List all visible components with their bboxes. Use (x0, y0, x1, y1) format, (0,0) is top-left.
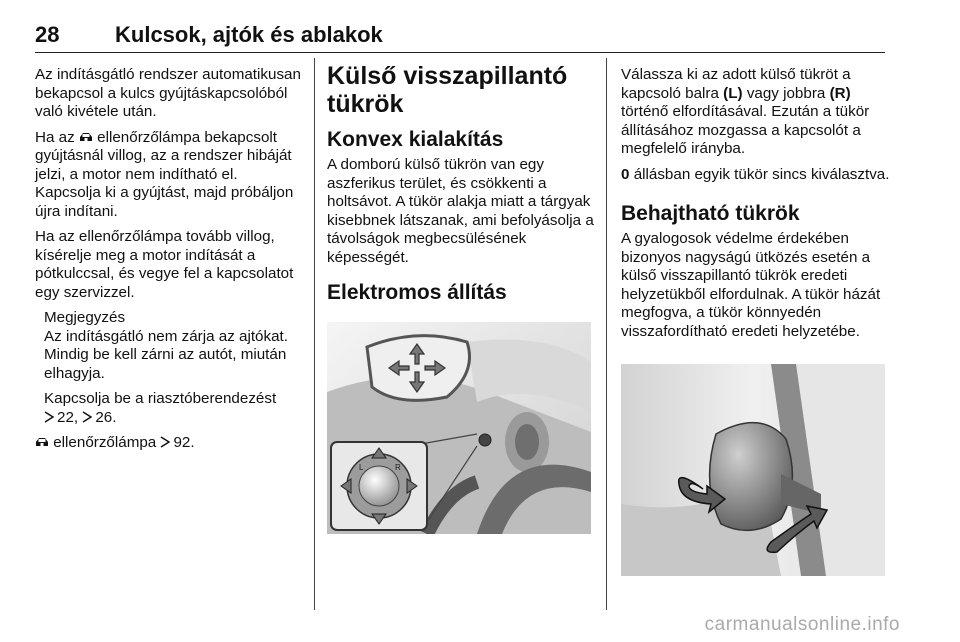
note-reference: Kapcsolja be a riasztóberendezést 22, 26. (44, 390, 277, 426)
immobiliser-paragraph: Az indításgátló rendszer automatikusan bekapcsol a kulcs gyújtáskapcsolóból való kivétele után. (35, 66, 301, 120)
subheading-electric: Elektromos állítás (327, 281, 507, 304)
select-mirror-paragraph: Válassza ki az adott külső tükröt a kapcsoló balra (L) vagy jobbra (R) történő elfordításával. Ezután a tükör állításához mozgassa a kapcsolót a megfelelő irányba. (621, 66, 870, 157)
lamp-reference: ellenőrzőlámpa 92. (35, 434, 303, 453)
page-number: 28 (35, 22, 60, 47)
folding-paragraph: A gyalogosok védelme érdekében bizonyos nagyságú ütközés esetén a külső visszapillantó tükrök eredeti helyzetükből elfordulnak. A tükör házát megfogva, a tükör könnyedén visszafordítható eredeti helyzetébe. (621, 230, 881, 340)
convex-paragraph: A domború külső tükrön van egy aszferikus terület, és csökkenti a holtsávot. A tükör alakja miatt a tárgyak kisebbnek látszanak, ami befolyásolja a távolságok megbecsülésének képességét. (327, 156, 594, 266)
subheading-folding: Behajtható tükrök (621, 202, 800, 225)
page-ref-arrow-icon (44, 411, 54, 423)
subheading-convex: Konvex kialakítás (327, 128, 504, 151)
right-column (621, 66, 891, 348)
electric-adjust-illustration (327, 322, 591, 534)
column-divider-right (606, 58, 607, 610)
page-ref-arrow-icon (82, 411, 92, 423)
immobiliser-lamp-icon (35, 435, 49, 448)
page-ref-link[interactable]: 22, (57, 408, 79, 426)
retry-paragraph: Ha az ellenőrzőlámpa tovább villog, kísérelje meg a motor indítását a pótkulccsal, és vegye fel a kapcsolatot egy szervizzel. (35, 228, 294, 301)
middle-column (327, 62, 595, 309)
lamp-flash-paragraph: Ha az ellenőrzőlámpa bekapcsolt gyújtásnál villog, az a rendszer hibáját jelzi, a motor nem indítható el. Kapcsolja ki a gyújtást, majd próbáljon újra indítani. (35, 128, 294, 220)
switch-label-left: L (359, 463, 364, 472)
zero-position-paragraph: 0 állásban egyik tükör sincs kiválasztva. (621, 165, 890, 183)
header-rule (35, 52, 885, 53)
watermark: carmanualsonline.info (704, 614, 900, 635)
note-title: Megjegyzés (44, 309, 126, 326)
folding-mirror-illustration (621, 364, 885, 576)
section-heading: Külső visszapillantó tükrök (327, 62, 568, 118)
page-ref-arrow-icon (160, 436, 170, 448)
column-divider-left (314, 58, 315, 610)
section-title: Kulcsok, ajtók és ablakok (115, 22, 383, 47)
note-body: Az indításgátló nem zárja az ajtókat. Mindig be kell zárni az autót, miután elhagyja. (44, 327, 288, 382)
page-ref-link[interactable]: 92. (173, 434, 195, 451)
left-column (35, 66, 303, 460)
immobiliser-lamp-icon (79, 130, 93, 143)
page-ref-link[interactable]: 26. (95, 408, 117, 426)
switch-label-right: R (395, 463, 401, 472)
note-block (35, 309, 303, 427)
